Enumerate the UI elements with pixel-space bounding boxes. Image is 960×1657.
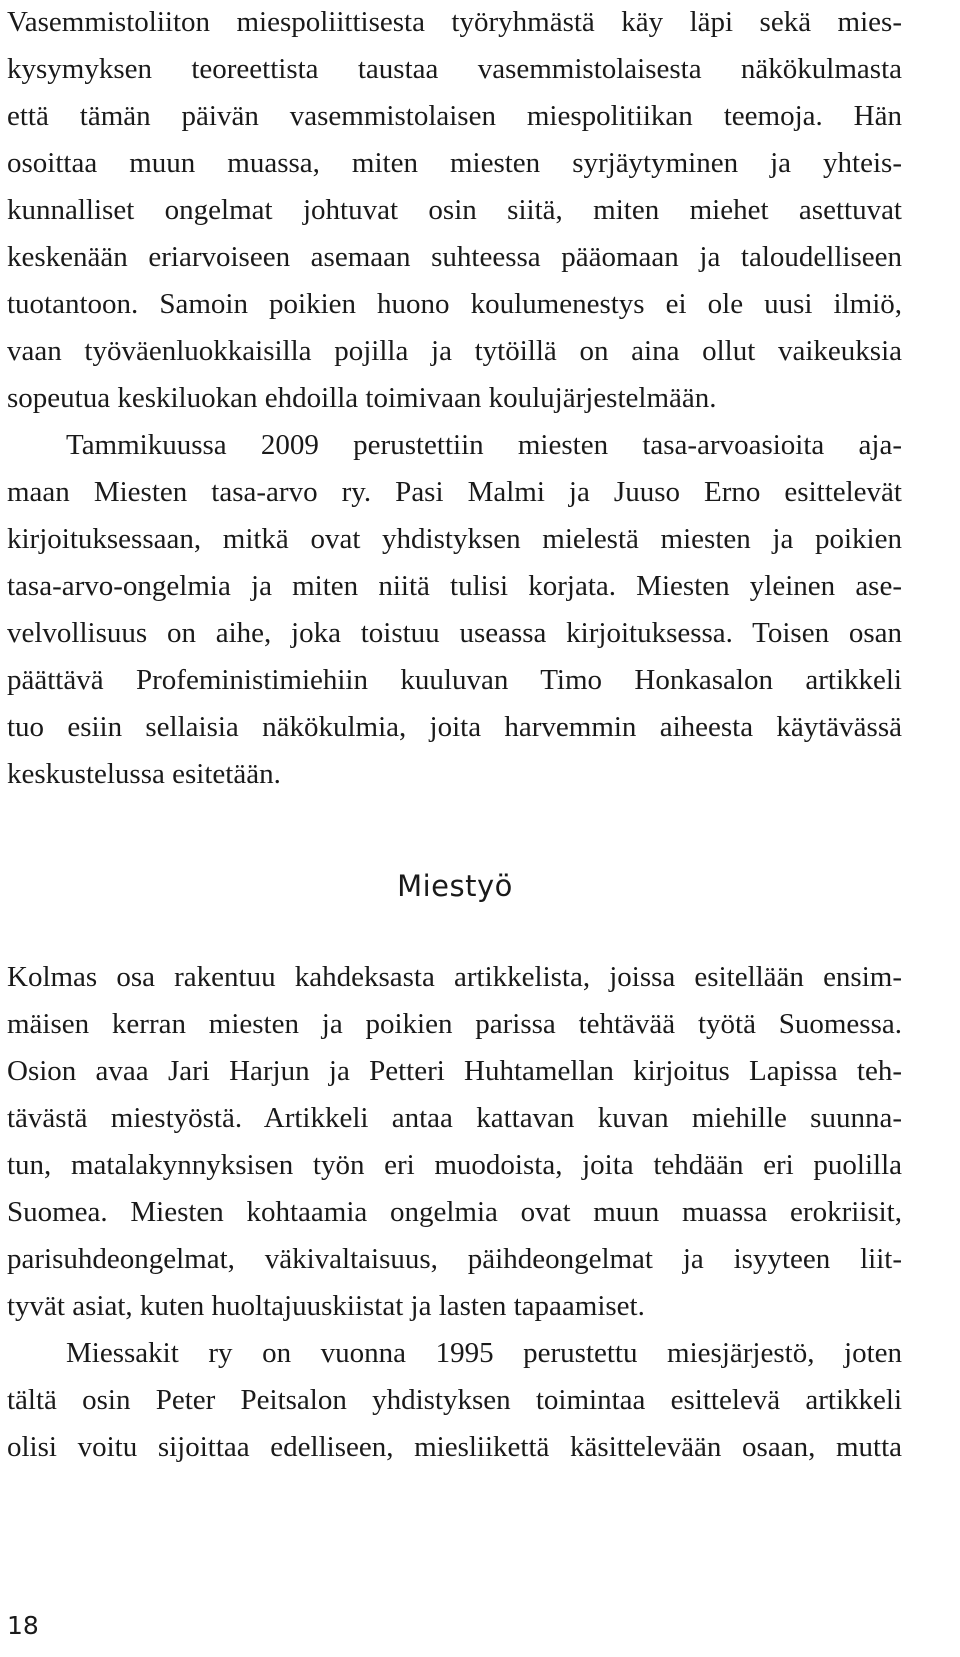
paragraph-2-line-7: tuo esiin sellaisia näkökulmia, joita harvemmin aiheesta käytävässä [7, 711, 902, 743]
paragraph-2-line-8: keskustelussa esitetään. [7, 758, 281, 790]
paragraph-2-line-5: velvollisuus on aihe, joka toistuu useassa kirjoituksessa. Toisen osan [7, 617, 902, 649]
paragraph-1-line-2: kysymyksen teoreettista taustaa vasemmistolaisesta näkökulmasta [7, 53, 902, 85]
paragraph-3-line-1: Kolmas osa rakentuu kahdeksasta artikkelista, joissa esitellään ensim- [7, 961, 902, 993]
paragraph-3-line-3: Osion avaa Jari Harjun ja Petteri Huhtamellan kirjoitus Lapissa teh- [7, 1055, 902, 1087]
paragraph-3-line-8: tyvät asiat, kuten huoltajuuskiistat ja lasten tapaamiset. [7, 1290, 645, 1322]
paragraph-3-line-7: parisuhdeongelmat, väkivaltaisuus, päihdeongelmat ja isyyteen liit- [7, 1243, 902, 1275]
page-number: 18 [7, 1611, 39, 1640]
paragraph-2-line-1: Tammikuussa 2009 perustettiin miesten tasa-arvoasioita aja- [66, 429, 902, 461]
paragraph-4-line-3: olisi voitu sijoittaa edelliseen, miesliikettä käsittelevään osaan, mutta [7, 1431, 902, 1463]
paragraph-1-line-1: Vasemmistoliiton miespoliittisesta työryhmästä käy läpi sekä mies- [7, 6, 902, 38]
paragraph-3-line-2: mäisen kerran miesten ja poikien parissa tehtävää työtä Suomessa. [7, 1008, 902, 1040]
paragraph-3-line-6: Suomea. Miesten kohtaamia ongelmia ovat muun muassa erokriisit, [7, 1196, 902, 1228]
paragraph-1-line-7: tuotantoon. Samoin poikien huono koulumenestys ei ole uusi ilmiö, [7, 288, 902, 320]
paragraph-3-line-5: tun, matalakynnyksisen työn eri muodoista, joita tehdään eri puolilla [7, 1149, 902, 1181]
paragraph-2-line-4: tasa-arvo-ongelmia ja miten niitä tulisi korjata. Miesten yleinen ase- [7, 570, 902, 602]
paragraph-1-line-6: keskenään eriarvoiseen asemaan suhteessa pääomaan ja taloudelliseen [7, 241, 902, 273]
paragraph-1-line-8: vaan työväenluokkaisilla pojilla ja tytöillä on aina ollut vaikeuksia [7, 335, 902, 367]
paragraph-1-line-5: kunnalliset ongelmat johtuvat osin siitä, miten miehet asettuvat [7, 194, 902, 226]
paragraph-2-line-6: päättävä Profeministimiehiin kuuluvan Timo Honkasalon artikkeli [7, 664, 902, 696]
paragraph-2-line-2: maan Miesten tasa-arvo ry. Pasi Malmi ja Juuso Erno esittelevät [7, 476, 902, 508]
paragraph-1-line-4: osoittaa muun muassa, miten miesten syrjäytyminen ja yhteis- [7, 147, 902, 179]
paragraph-1-line-9: sopeutua keskiluokan ehdoilla toimivaan koulujärjestelmään. [7, 382, 717, 414]
paragraph-4-line-1: Miessakit ry on vuonna 1995 perustettu miesjärjestö, joten [66, 1337, 902, 1369]
section-heading: Miestyö [397, 869, 513, 903]
paragraph-4-line-2: tältä osin Peter Peitsalon yhdistyksen toimintaa esittelevä artikkeli [7, 1384, 902, 1416]
paragraph-3-line-4: tävästä miestyöstä. Artikkeli antaa kattavan kuvan miehille suunna- [7, 1102, 902, 1134]
paragraph-2-line-3: kirjoituksessaan, mitkä ovat yhdistyksen mielestä miesten ja poikien [7, 523, 902, 555]
paragraph-1-line-3: että tämän päivän vasemmistolaisen miespolitiikan teemoja. Hän [7, 100, 902, 132]
